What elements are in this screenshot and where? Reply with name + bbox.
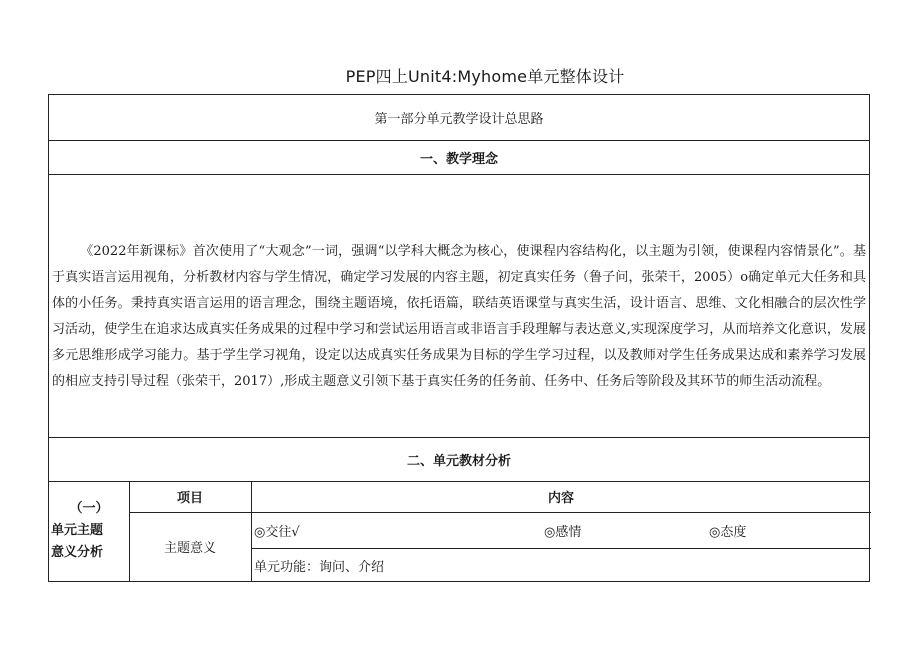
- section1-body-row: [49, 174, 869, 438]
- row-label-line3: 意义分析: [51, 545, 104, 560]
- row-label-line2: 单元主题: [51, 523, 104, 538]
- document-title: PEP四上Unit4:Myhome单元整体设计: [345, 67, 625, 86]
- option-communication: ◎交往√: [254, 524, 300, 540]
- teaching-philosophy-text: 《2022年新课标》首次使用了“大观念”一词，强调“以学科大概念为核心，使课程内容结构化，以主题为引领，使课程内容情景化”。基于真实语言运用视角，分析教材内容与学生情况，确定学习发展的内容主题，初定真实任务（鲁子问，张荣干，2005）o确定单元大任务和具体的小任务。秉持真实语言运用的语言理念，围绕主题语境，依托语篇，联结英语课堂与真实生活，设计语言、思维、文化相融合的层次性学习活动，使学生在追求达成真实任务成果的过程中学习和尝试运用语言或非语言手段理解与表达意义,实现深度学习，从而培养文化意识，发展多元思维形成学习能力。基于学生学习视角，设定以达成真实任务成果为目标的学生学习过程，以及教师对学生任务成果达成和素养学习发展的相应支持引导过程（张荣干，2017）,形成主题意义引领下基于真实任务的任务前、任务中、任务后等阶段及其环节的师生活动流程。: [52, 244, 866, 389]
- row-label-number: （一）: [69, 501, 109, 516]
- option-attitude: ◎态度: [709, 524, 747, 540]
- unit-function-line: 单元功能：询问、介绍: [254, 559, 385, 575]
- column-header-item: 项目: [176, 491, 203, 506]
- item-theme-meaning: 主题意义: [163, 541, 216, 556]
- unit-theme-analysis-label: [49, 481, 129, 581]
- design-table: [48, 94, 870, 582]
- option-emotion: ◎感情: [544, 524, 582, 540]
- section1-heading-row: [49, 140, 869, 175]
- section2-heading-row: [49, 437, 869, 482]
- part-heading-row: [49, 95, 869, 141]
- section2-heading: 二、单元教材分析: [406, 453, 511, 469]
- part-heading: 第一部分单元教学设计总思路: [374, 112, 544, 127]
- column-header-content: 内容: [547, 491, 574, 506]
- section1-heading: 一、教学理念: [419, 151, 498, 167]
- teaching-philosophy-paragraph: [49, 239, 869, 395]
